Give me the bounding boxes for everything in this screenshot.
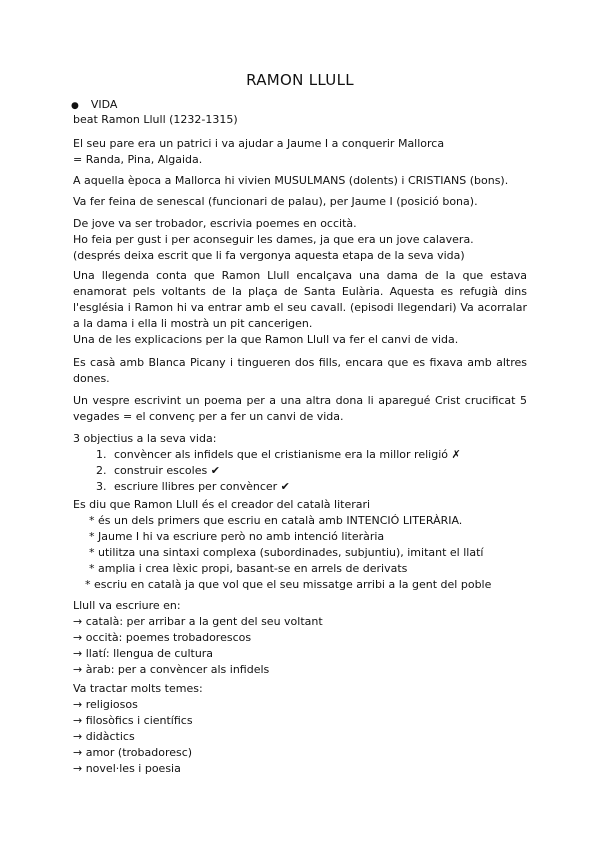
paragraph-legend (73, 268, 527, 348)
list-item (110, 479, 527, 495)
list-item: → novel·les i poesia (73, 762, 181, 775)
list-item: * amplia i crea lèxic propi, basant-se en arrels de derivats (89, 562, 408, 575)
list-item: → religiosos (73, 698, 138, 711)
text-line: Una de les explicacions per la que Ramon Llull va fer el canvi de vida. (73, 333, 459, 346)
languages-section (73, 598, 527, 678)
list-item: → llatí: llengua de cultura (73, 647, 214, 660)
paragraph-origins (73, 136, 527, 168)
list-item-text: construir escoles ✔ (114, 464, 220, 477)
text-line: Va fer feina de senescal (funcionari de palau), per Jaume I (posició bona). (73, 195, 478, 208)
text-line: (després deixa escrit que li fa vergonya aquesta etapa de la seva vida) (73, 249, 465, 262)
list-item: → àrab: per a convèncer als infidels (73, 663, 270, 676)
paragraph-marriage (73, 355, 527, 387)
text-line: A aquella època a Mallorca hi vivien MUSULMANS (dolents) i CRISTIANS (bons). (73, 174, 509, 187)
themes-section (73, 681, 527, 777)
creator-heading: Es diu que Ramon Llull és el creador del català literari (73, 498, 371, 511)
legend-text: Una llegenda conta que Ramon Llull encalçava una dama de la que estava enamorat pels voltants de la plaça de Santa Eulària. Aquesta es refugià dins l'església i Ramon hi va entrar amb el seu cavall. (episodi llegendari) Va acorralar a la dama i ella li mostrà un pit cancerigen. (73, 269, 527, 330)
list-item-text: escriure llibres per convèncer ✔ (114, 480, 290, 493)
text-line: De jove va ser trobador, escrivia poemes en occità. (73, 217, 357, 230)
languages-heading: Llull va escriure en: (73, 599, 181, 612)
objectives-list (73, 447, 527, 495)
list-item (110, 447, 527, 463)
vision-text: Un vespre escrivint un poema per a una altra dona li aparegué Crist crucificat 5 vegades = el convenç per a fer un canvi de vida. (73, 394, 527, 423)
page-title: RAMON LLULL (246, 71, 354, 89)
list-item: * Jaume I hi va escriure però no amb intenció literària (89, 530, 385, 543)
objectives-section (73, 431, 527, 495)
list-item: → amor (trobadoresc) (73, 746, 193, 759)
list-item: → filosòfics i científics (73, 714, 193, 727)
list-item: * escriu en català ja que vol que el seu missatge arribi a la gent del poble (85, 578, 492, 591)
marriage-text: Es casà amb Blanca Picany i tingueren dos fills, encara que es fixava amb altres dones. (73, 356, 527, 385)
list-item: → occità: poemes trobadorescos (73, 631, 252, 644)
list-item: → didàctics (73, 730, 135, 743)
text-line: = Randa, Pina, Algaida. (73, 153, 203, 166)
paragraph-religions (73, 173, 527, 189)
objectives-heading: 3 objectius a la seva vida: (73, 432, 217, 445)
list-item: * és un dels primers que escriu en català amb INTENCIÓ LITERÀRIA. (89, 514, 463, 527)
paragraph-vision (73, 393, 527, 425)
subtitle: beat Ramon Llull (1232-1315) (73, 113, 238, 126)
list-item-text: convèncer als infidels que el cristianisme era la millor religió ✗ (114, 448, 461, 461)
list-item (110, 463, 527, 479)
section-heading-text: VIDA (90, 98, 118, 111)
text-line: El seu pare era un patrici i va ajudar a Jaume I a conquerir Mallorca (73, 137, 445, 150)
paragraph-trobador (73, 216, 527, 264)
list-item: * utilitza una sintaxi complexa (subordinades, subjuntiu), imitant el llatí (89, 546, 484, 559)
subtitle-block (73, 112, 527, 128)
text-line: Ho feia per gust i per aconseguir les dames, ja que era un jove calavera. (73, 233, 474, 246)
paragraph-senescal (73, 194, 527, 210)
themes-heading: Va tractar molts temes: (73, 682, 203, 695)
list-item: → català: per arribar a la gent del seu voltant (73, 615, 323, 628)
creator-section (73, 497, 527, 593)
